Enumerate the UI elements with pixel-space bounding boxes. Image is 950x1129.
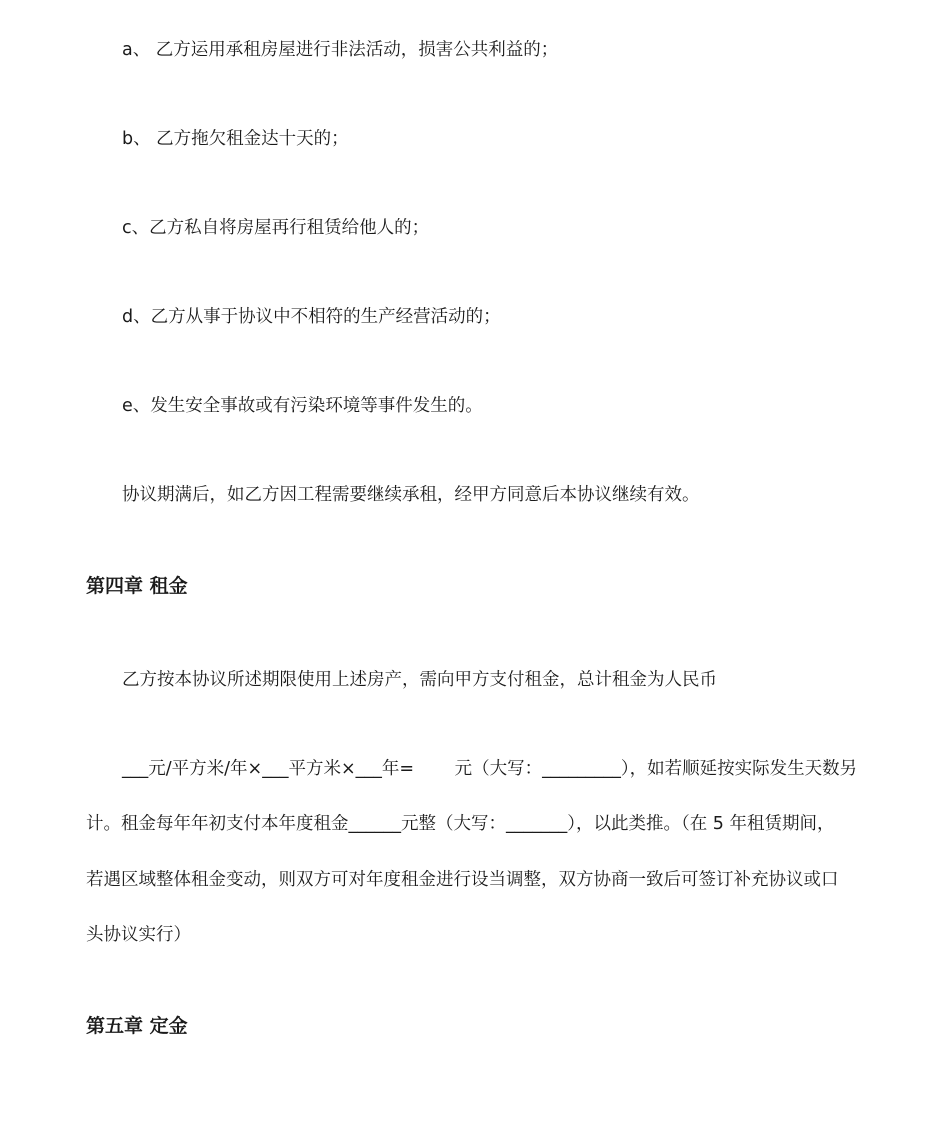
clause-item-e: e、发生安全事故或有污染环境等事件发生的。: [122, 396, 483, 416]
chapter-5-heading: 第五章 定金: [86, 1015, 188, 1037]
rent-paragraph-line-4: 头协议实行）: [86, 925, 191, 945]
rent-paragraph-line-3: 若遇区域整体租金变动，则双方可对年度租金进行设当调整，双方协商一致后可签订补充协议或口: [86, 870, 839, 890]
clause-item-a: a、 乙方运用承租房屋进行非法活动，损害公共利益的；: [122, 40, 559, 60]
clause-item-d: d、乙方从事于协议中不相符的生产经营活动的；: [122, 307, 501, 327]
renewal-paragraph: 协议期满后，如乙方因工程需要继续承租，经甲方同意后本协议继续有效。: [122, 485, 700, 505]
clause-item-c: c、乙方私自将房屋再行租赁给他人的；: [122, 218, 430, 238]
rent-paragraph-intro: 乙方按本协议所述期限使用上述房产，需向甲方支付租金，总计租金为人民币: [122, 670, 717, 690]
rent-paragraph-line-2: 计。租金每年年初支付本年度租金______元整（大写：_______），以此类推。（在 5 年租赁期间，: [86, 814, 835, 834]
chapter-4-heading: 第四章 租金: [86, 575, 188, 597]
clause-item-b: b、 乙方拖欠租金达十天的；: [122, 129, 349, 149]
rent-paragraph-line-1: ___元/平方米/年×___平方米×___年= 元（大写：_________），如若顺延按实际发生天数另: [122, 759, 858, 779]
